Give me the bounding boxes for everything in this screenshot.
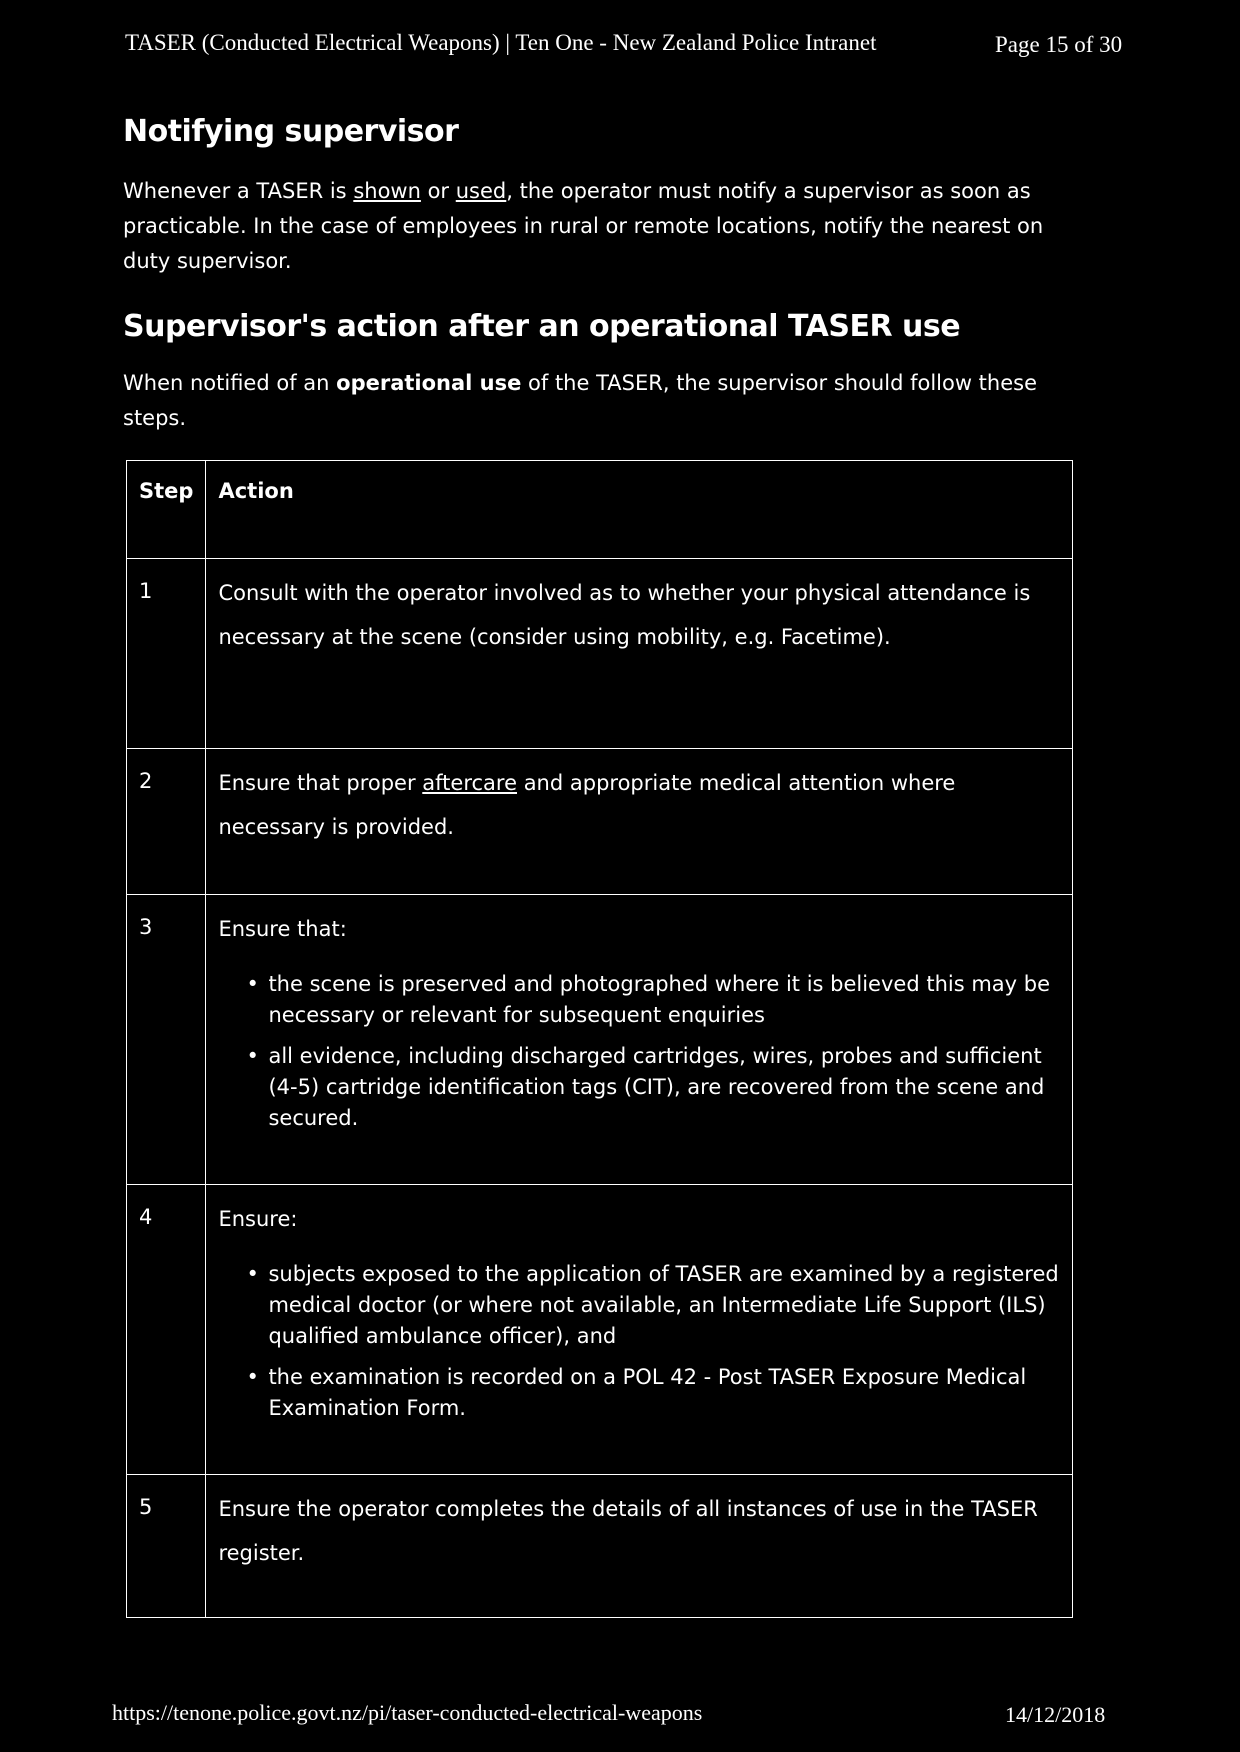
table-row: [127, 749, 1073, 895]
steps-table: [126, 460, 1073, 1618]
step-number: 2: [127, 749, 206, 895]
step-action: [206, 749, 1073, 895]
header-step: Step: [127, 461, 206, 559]
text: Whenever a TASER is: [123, 179, 354, 203]
supervisor-action-paragraph: [123, 366, 1043, 436]
section-heading-supervisor-action: Supervisor's action after an operational TASER use: [123, 309, 961, 344]
text: , the operator must notify a supervisor as soon as practicable. In the case of employees in rural or remote locations, notify the nearest on duty supervisor.: [123, 179, 1044, 273]
table-row: [127, 559, 1073, 749]
text: Ensure that proper: [218, 771, 423, 795]
step-number: 4: [127, 1185, 206, 1475]
step-action: Ensure the operator completes the details of all instances of use in the TASER register.: [206, 1475, 1073, 1618]
used-link[interactable]: used: [455, 179, 507, 203]
section-heading-notifying-supervisor: Notifying supervisor: [123, 114, 459, 149]
table-row: [127, 1475, 1073, 1618]
text: and appropriate medical attention where necessary is provided.: [218, 771, 956, 839]
step-action: [206, 1185, 1073, 1475]
table-row: [127, 895, 1073, 1185]
step-action: Consult with the operator involved as to whether your physical attendance is necessary at the scene (consider using mobility, e.g. Facetime).: [206, 559, 1073, 749]
bullet-list: [218, 1259, 1060, 1424]
notifying-paragraph: [123, 174, 1083, 279]
bullet-list: [218, 969, 1060, 1134]
action-text: Ensure:: [218, 1207, 298, 1231]
header-action: Action: [206, 461, 1073, 559]
text: or: [420, 179, 456, 203]
step-number: 1: [127, 559, 206, 749]
footer-url: https://tenone.police.govt.nz/pi/taser-conducted-electrical-weapons: [112, 1700, 703, 1725]
shown-link[interactable]: shown: [353, 179, 421, 203]
list-item: • all evidence, including discharged cartridges, wires, probes and sufficient (4-5) cartridge identification tags (CIT), are recovered from the scene and secured.: [268, 1041, 1060, 1134]
step-action: [206, 895, 1073, 1185]
document-header-title: TASER (Conducted Electrical Weapons) | Ten One - New Zealand Police Intranet: [125, 30, 877, 55]
text: When notified of an: [123, 371, 337, 395]
table-row: [127, 1185, 1073, 1475]
table-header-row: [127, 461, 1073, 559]
bold-text: operational use: [336, 371, 522, 395]
list-item: • subjects exposed to the application of TASER are examined by a registered medical doctor (or where not available, an Intermediate Life Support (ILS) qualified ambulance officer), and: [268, 1259, 1060, 1352]
action-text: Ensure that:: [218, 917, 347, 941]
footer-date: 14/12/2018: [1005, 1702, 1106, 1727]
aftercare-link[interactable]: aftercare: [422, 771, 518, 795]
step-number: 5: [127, 1475, 206, 1618]
page-number: Page 15 of 30: [995, 32, 1123, 57]
text: of the TASER, the supervisor should follow these steps.: [123, 371, 1038, 430]
list-item: • the examination is recorded on a POL 42 - Post TASER Exposure Medical Examination Form.: [268, 1362, 1060, 1424]
step-number: 3: [127, 895, 206, 1185]
list-item: • the scene is preserved and photographed where it is believed this may be necessary or relevant for subsequent enquiries: [268, 969, 1060, 1031]
